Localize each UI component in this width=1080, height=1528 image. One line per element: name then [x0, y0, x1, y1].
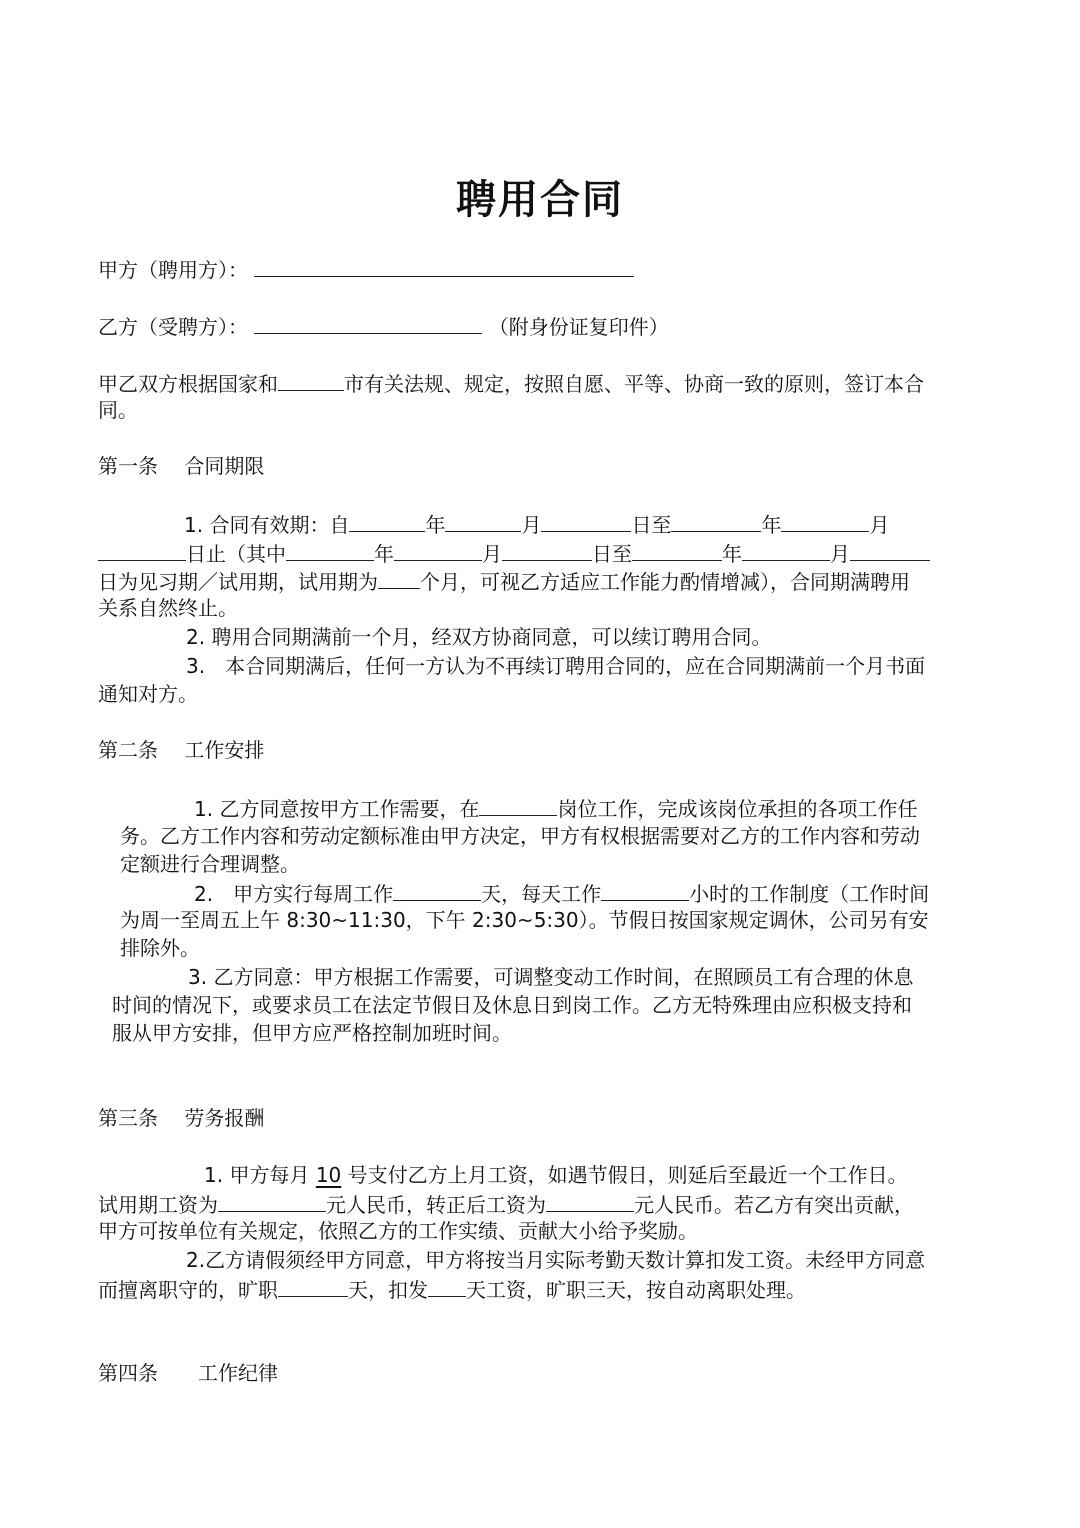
art2-item3-line3: 服从甲方安排，但甲方应严格控制加班时间。: [112, 1021, 512, 1045]
probation-end-year-blank[interactable]: [632, 538, 722, 561]
art3-item1-line2: [98, 1189, 914, 1219]
end-month-blank[interactable]: [781, 509, 869, 532]
text: 天，每天工作: [481, 882, 602, 906]
pay-day-value[interactable]: 10: [315, 1163, 342, 1187]
text: 1. 乙方同意按甲方工作需要，在: [194, 797, 480, 821]
intro-line-2: 同。: [98, 398, 138, 422]
text: 1. 合同有效期：自: [184, 513, 350, 537]
text: 号支付乙方上月工资，如遇节假日，则延后至最近一个工作日。: [347, 1163, 908, 1187]
text: 年: [761, 513, 782, 537]
art2-item2-line1: [194, 878, 929, 908]
art3-item2-line1: 2.乙方请假须经甲方同意，甲方将按当月实际考勤天数计算扣发工资。未经甲方同意: [186, 1248, 926, 1272]
end-day-blank[interactable]: [98, 538, 186, 561]
probation-start-month-blank[interactable]: [394, 538, 482, 561]
text: 2. 甲方实行每周工作: [194, 882, 394, 906]
party-b-note: （附身份证复印件）: [488, 315, 669, 339]
intro-text: 甲乙双方根据国家和: [98, 372, 278, 396]
text: 月: [830, 542, 850, 566]
text: 试用期工资为: [98, 1193, 218, 1217]
probation-months-blank[interactable]: [378, 566, 420, 589]
text: 天工资，旷职三天，按自动离职处理。: [466, 1278, 806, 1302]
text: 日为见习期／试用期，试用期为: [98, 570, 378, 594]
start-day-blank[interactable]: [541, 509, 631, 532]
hours-per-day-blank[interactable]: [601, 878, 689, 901]
text: 元人民币，转正后工资为: [326, 1193, 546, 1217]
art1-item1-line2: [98, 538, 930, 568]
text: 月: [869, 513, 890, 537]
article-4-heading: 第四条 工作纪律: [98, 1361, 278, 1385]
text: 月: [482, 542, 502, 566]
art2-item3-line1: 3. 乙方同意：甲方根据工作需要，可调整变动工作时间，在照顾员工有合理的休息: [188, 965, 914, 989]
text: 年: [722, 542, 742, 566]
art3-item2-line2: [98, 1274, 806, 1304]
absence-days-blank[interactable]: [278, 1274, 348, 1297]
deduct-days-blank[interactable]: [428, 1274, 466, 1297]
art1-item1-line1: [184, 509, 889, 539]
article-2-heading: 第二条 工作安排: [98, 738, 265, 762]
art3-item1-line1: [204, 1161, 908, 1189]
text: 元人民币。若乙方有突出贡献，: [634, 1193, 914, 1217]
art1-item3-line1: 3. 本合同期满后，任何一方认为不再续订聘用合同的，应在合同期满前一个月书面: [186, 654, 926, 678]
art2-item3-line2: 时间的情况下，或要求员工在法定节假日及休息日到岗工作。乙方无特殊理由应积极支持和: [112, 993, 912, 1017]
text: 日至: [592, 542, 632, 566]
article-1-heading: 第一条 合同期限: [98, 454, 265, 478]
art2-item1-line1: [194, 793, 917, 823]
party-b-label: 乙方（受聘方）：: [98, 315, 248, 339]
text: 1. 甲方每月: [204, 1163, 310, 1187]
art2-item2-line2: 为周一至周五上午 8:30~11:30，下午 2:30~5:30）。节假日按国家规定调休，公司另有安: [120, 908, 929, 932]
art2-item1-line3: 定额进行合理调整。: [120, 852, 300, 876]
text: 个月，可视乙方适应工作能力酌情增减），合同期满聘用: [420, 570, 910, 594]
art3-item1-line3: 甲方可按单位有关规定，依照乙方的工作实绩、贡献大小给予奖励。: [98, 1219, 698, 1243]
probation-salary-blank[interactable]: [218, 1189, 326, 1212]
article-3-heading: 第三条 劳务报酬: [98, 1106, 265, 1130]
text: 日止（其中: [186, 542, 286, 566]
party-b-blank[interactable]: [254, 311, 482, 334]
art2-item1-line2: 务。乙方工作内容和劳动定额标准由甲方决定，甲方有权根据需要对乙方的工作内容和劳动: [120, 824, 920, 848]
city-blank[interactable]: [278, 368, 344, 391]
page-title: 聘用合同: [456, 177, 624, 223]
probation-end-day-blank[interactable]: [850, 538, 930, 561]
party-a-line: [98, 254, 634, 284]
art2-item2-line3: 排除外。: [120, 936, 200, 960]
text: 而擅离职守的，旷职: [98, 1278, 278, 1302]
end-year-blank[interactable]: [671, 509, 761, 532]
intro-text: 市有关法规、规定，按照自愿、平等、协商一致的原则，签订本合: [344, 372, 924, 396]
text: 小时的工作制度（工作时间: [689, 882, 930, 906]
art1-item1-line3: [98, 566, 910, 596]
art1-item3-line2: 通知对方。: [98, 682, 198, 706]
art1-item1-line4: 关系自然终止。: [98, 596, 238, 620]
days-per-week-blank[interactable]: [393, 878, 481, 901]
start-year-blank[interactable]: [349, 509, 425, 532]
text: 年: [425, 513, 446, 537]
start-month-blank[interactable]: [445, 509, 521, 532]
text: 岗位工作，完成该岗位承担的各项工作任: [557, 797, 918, 821]
text: 年: [374, 542, 394, 566]
probation-start-year-blank[interactable]: [286, 538, 374, 561]
text: 日至: [631, 513, 672, 537]
text: 月: [521, 513, 542, 537]
intro-line-1: [98, 368, 924, 398]
probation-end-month-blank[interactable]: [742, 538, 830, 561]
party-a-blank[interactable]: [254, 254, 634, 277]
text: 天，扣发: [348, 1278, 428, 1302]
party-a-label: 甲方（聘用方）：: [98, 258, 248, 282]
regular-salary-blank[interactable]: [546, 1189, 634, 1212]
party-b-line: [98, 311, 669, 341]
art1-item2: 2. 聘用合同期满前一个月，经双方协商同意，可以续订聘用合同。: [186, 625, 772, 649]
probation-start-day-blank[interactable]: [502, 538, 592, 561]
position-blank[interactable]: [479, 793, 557, 816]
